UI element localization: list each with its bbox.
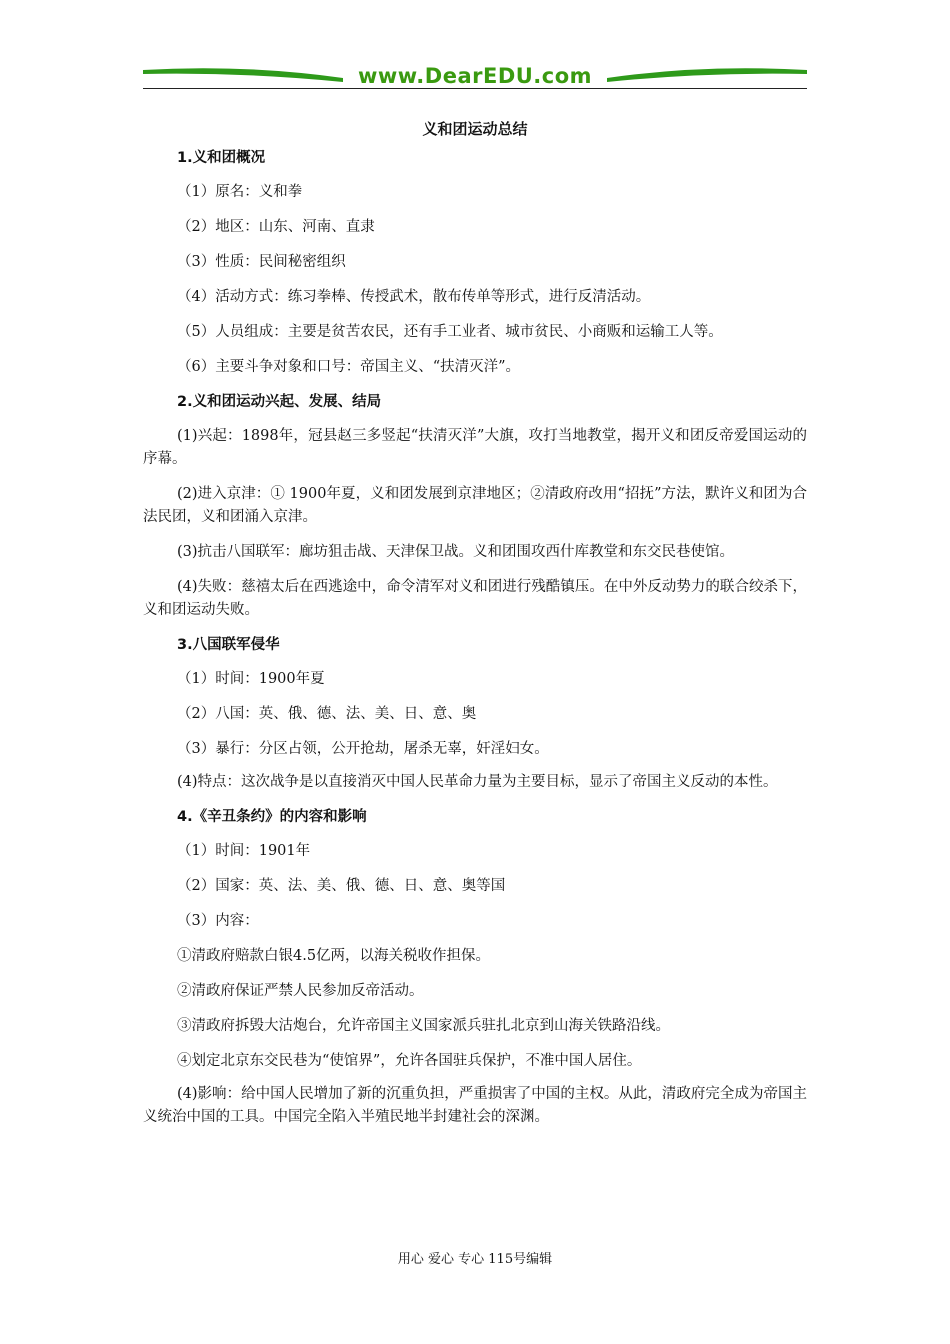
- section-2: [143, 385, 807, 622]
- sub-item: ②清政府保证严禁人民参加反帝活动。: [177, 983, 424, 999]
- paragraph: (1)兴起：1898年，冠县赵三多竖起“扶清灭洋”大旗，攻打当地教堂，揭开义和团反帝爱国运动的序幕。: [143, 428, 807, 467]
- page-title: 义和团运动总结: [422, 120, 528, 138]
- list-item: （3）暴行：分区占领，公开抢劫，屠杀无辜，奸淫妇女。: [177, 741, 549, 757]
- section-heading: 4.《辛丑条约》的内容和影响: [177, 809, 367, 825]
- section-3: [143, 628, 807, 794]
- list-item: （5）人员组成：主要是贫苦农民，还有手工业者、城市贫民、小商贩和运输工人等。: [177, 324, 723, 340]
- sub-item: ①清政府赔款白银4.5亿两，以海关税收作担保。: [177, 948, 491, 964]
- paragraph: (4)影响：给中国人民增加了新的沉重负担，严重损害了中国的主权。从此，清政府完全成为帝国主义统治中国的工具。中国完全陷入半殖民地半封建社会的深渊。: [143, 1086, 807, 1125]
- paragraph: (2)进入京津：① 1900年夏，义和团发展到京津地区；②清政府改用“招抚”方法，默许义和团为合法民团，义和团涌入京津。: [143, 486, 807, 525]
- list-item: （3）内容：: [177, 913, 259, 929]
- section-heading: 2.义和团运动兴起、发展、结局: [177, 394, 382, 410]
- sub-item: ④划定北京东交民巷为“使馆界”，允许各国驻兵保护，不准中国人居住。: [177, 1053, 642, 1069]
- list-item: （2）国家：英、法、美、俄、德、日、意、奥等国: [177, 878, 506, 894]
- sub-item: ③清政府拆毁大沽炮台，允许帝国主义国家派兵驻扎北京到山海关铁路沿线。: [177, 1018, 670, 1034]
- section-4: [143, 800, 807, 1129]
- section-heading: 1.义和团概况: [177, 150, 266, 166]
- list-item: （6）主要斗争对象和口号：帝国主义、“扶清灭洋”。: [177, 359, 521, 375]
- list-item: （1）时间：1901年: [177, 843, 311, 859]
- list-item: （2）地区：山东、河南、直隶: [177, 219, 375, 235]
- paragraph: (3)抗击八国联军：廊坊狙击战、天津保卫战。义和团围攻西什库教堂和东交民巷使馆。: [177, 544, 735, 560]
- paragraph: (4)特点：这次战争是以直接消灭中国人民革命力量为主要目标，显示了帝国主义反动的本性。: [177, 774, 778, 790]
- list-item: （1）原名：义和拳: [177, 184, 303, 200]
- list-item: （2）八国：英、俄、德、法、美、日、意、奥: [177, 706, 477, 722]
- section-heading: 3.八国联军侵华: [177, 637, 280, 653]
- section-1: [143, 141, 807, 385]
- header-divider: [143, 88, 807, 89]
- list-item: （4）活动方式：练习拳棒、传授武术，散布传单等形式，进行反清活动。: [177, 289, 651, 305]
- page-footer: 用心 爱心 专心 115号编辑: [397, 1252, 553, 1267]
- paragraph: (4)失败：慈禧太后在西逃途中，命令清军对义和团进行残酷镇压。在中外反动势力的联合绞杀下，义和团运动失败。: [143, 579, 807, 618]
- document-body: [143, 117, 807, 1129]
- site-logo[interactable]: www.DearEDU.com: [357, 64, 593, 88]
- list-item: （1）时间：1900年夏: [177, 671, 325, 687]
- list-item: （3）性质：民间秘密组织: [177, 254, 346, 270]
